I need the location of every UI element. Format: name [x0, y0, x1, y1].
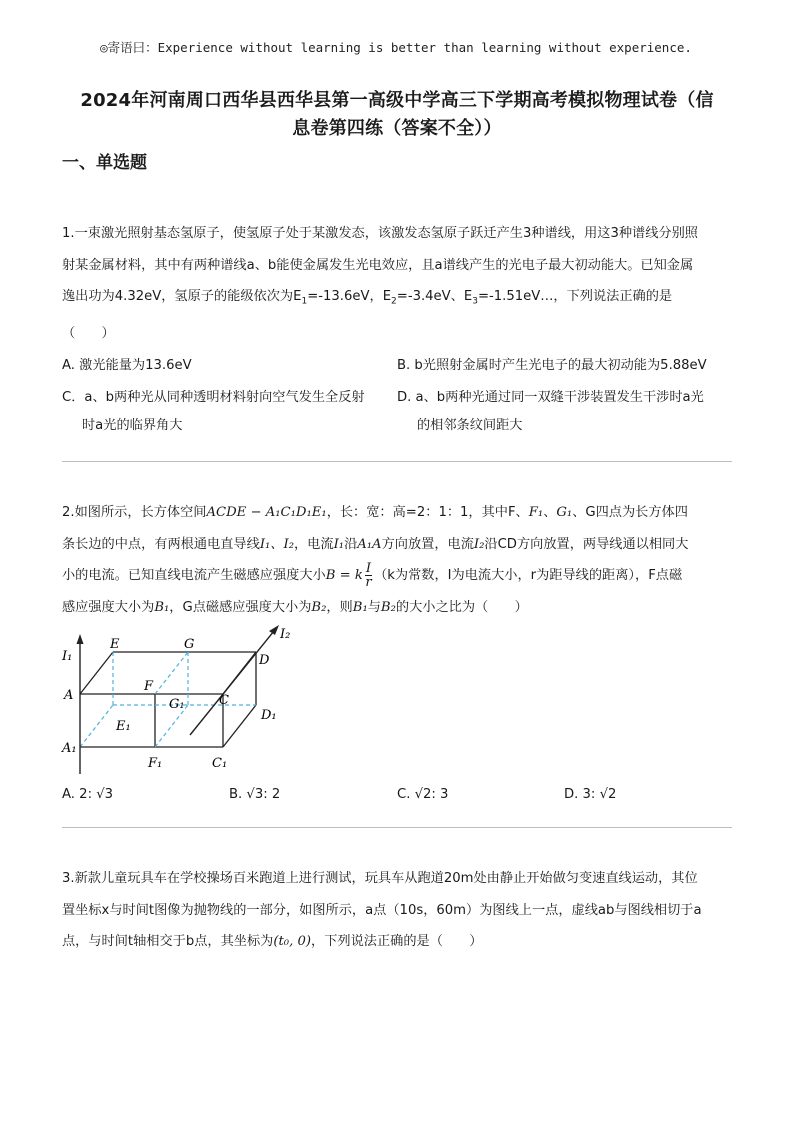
exam-title: [52, 87, 742, 143]
q2-math: B₁: [154, 599, 170, 615]
label-E1: E₁: [116, 719, 131, 734]
q2-text: 与: [367, 599, 381, 615]
q2-math: B₂: [380, 599, 396, 615]
label-F1: F₁: [148, 756, 163, 771]
label-G: G: [184, 637, 195, 652]
question-3: [62, 863, 738, 958]
edge-C1D1: [223, 705, 256, 747]
label-I2: I₂: [280, 627, 291, 642]
label-E: E: [110, 637, 120, 652]
exam-title-line2: 息卷第四练（答案不全））: [292, 118, 502, 139]
q2-text: 方向放置，电流: [381, 536, 474, 552]
question-1: [62, 218, 738, 350]
q1-option-c-line1: C．a、b两种光从同种透明材料射向空气发生全反射: [62, 390, 365, 405]
q2-text: 沿CD方向放置，两导线通以相同大: [484, 536, 689, 552]
q2-math: ACDE − A₁C₁D₁E₁: [206, 505, 327, 520]
q1-line1: 1.一束激光照射基态氢原子，使氢原子处于某激发态，该激发态氢原子跃迁产生3种谱线，用这3种谱线分别照: [62, 226, 698, 241]
q1-text: 逸出功为4.32eV，氢原子的能级依次为E: [62, 289, 302, 304]
q3-line1: 3.新款儿童玩具车在学校操场百米跑道上进行测试，玩具车从跑道20m处由静止开始做匀变速直线运动，其位: [62, 871, 698, 886]
q3-text: 点，与时间t轴相交于b点，其坐标为: [62, 934, 274, 949]
label-D: D: [259, 653, 270, 668]
q2-math: F₁: [528, 505, 544, 520]
section-heading: 一、单选题: [62, 153, 147, 173]
q1-option-b[interactable]: B. b光照射金属时产生光电子的最大初动能为5.88eV: [397, 358, 707, 373]
wire-I1-arrow-icon: [77, 634, 84, 644]
q1-option-c[interactable]: [62, 384, 365, 440]
q2-math: B₁: [352, 599, 368, 615]
q2-option-a[interactable]: A. 2: √3: [62, 787, 113, 802]
sub-index: 2: [391, 296, 397, 307]
q2-math: I₁、I₂: [259, 536, 294, 552]
q2-math: B = k: [325, 568, 363, 583]
q2-text: ，电流: [294, 536, 334, 552]
q3-line3: [62, 926, 738, 958]
question-divider: [62, 827, 732, 828]
q1-line3: [62, 281, 738, 318]
q2-text: 、: [543, 505, 557, 520]
q1-text: =-3.4eV、E: [396, 289, 473, 304]
q2-text: 小的电流。已知直线电流产生磁感应强度大小: [62, 568, 326, 583]
q2-option-b[interactable]: B. √3: 2: [229, 787, 281, 802]
hidden-edge-FG: [155, 652, 188, 694]
q1-option-c-line2: 时a光的临界角大: [82, 418, 183, 433]
q1-line2: 射某金属材料，其中有两种谱线a、b能使金属发生光电效应，且a谱线产生的光电子最大初动能大。已知金属: [62, 257, 694, 273]
q3-line2: 置坐标x与时间t图像为抛物线的一部分，如图所示，a点（10s，60m）为图线上一点，虚线ab与图线相切于a: [62, 902, 702, 918]
q2-option-c[interactable]: C. √2: 3: [397, 787, 449, 802]
q3-math: (t₀, 0): [273, 934, 312, 949]
cuboid-figure: [58, 622, 308, 780]
sub-index: 1: [301, 296, 308, 307]
exam-title-line1: 2024年河南周口西华县西华县第一高级中学高三下学期高考模拟物理试卷（信: [80, 90, 714, 111]
fraction-numerator: I: [365, 560, 372, 576]
q2-math: A₁A: [357, 536, 382, 552]
label-I1: I₁: [62, 649, 73, 664]
q1-option-d-line2: 的相邻条纹间距大: [417, 418, 523, 433]
q2-math: G₁: [556, 505, 573, 520]
wire-I2-arrow-icon: [269, 625, 279, 635]
q1-line4: （ ）: [62, 326, 115, 342]
q2-line3: [62, 560, 738, 592]
q2-text: 感应强度大小为: [62, 599, 155, 615]
label-A1: A₁: [62, 741, 77, 756]
q2-option-d[interactable]: D. 3: √2: [564, 787, 617, 802]
q2-text: 2.如图所示，长方体空间: [62, 505, 207, 520]
q2-text: ，则: [326, 599, 353, 615]
q2-math: B₂: [311, 599, 327, 615]
q2-text: 沿: [344, 536, 358, 552]
q1-option-d-line1: D. a、b两种光通过同一双缝干涉装置发生干涉时a光: [397, 390, 704, 405]
q2-math: I₂: [473, 536, 485, 552]
question-2: [62, 497, 738, 623]
q2-text: 的大小之比为（ ）: [395, 599, 528, 615]
fraction-denominator: r: [365, 574, 372, 590]
q2-line2: [62, 529, 738, 561]
q1-option-a[interactable]: A. 激光能量为13.6eV: [62, 358, 192, 373]
label-C: C: [219, 693, 229, 708]
sub-index: 3: [472, 296, 478, 307]
q1-option-d[interactable]: [397, 384, 704, 440]
hidden-edge-A1E1: [80, 705, 113, 747]
edge-AE: [80, 652, 113, 694]
q2-line1: [62, 497, 738, 529]
q3-text: ，下列说法正确的是（ ）: [311, 934, 483, 949]
q2-text: （k为常数，I为电流大小，r为距导线的距离），F点磁: [374, 568, 683, 583]
label-C1: C₁: [212, 756, 228, 771]
q2-text: ，长：宽：高=2：1：1，其中F、: [326, 505, 529, 520]
label-A: A: [64, 688, 74, 703]
page-motto: ◎寄语曰：Experience without learning is better than learning without experience.: [100, 40, 692, 55]
q1-text: =-1.51eV…，下列说法正确的是: [477, 289, 673, 304]
q2-text: 条长边的中点，有两根通电直导线: [62, 536, 260, 552]
q2-math: I₁: [333, 536, 345, 552]
q1-text: =-13.6eV，E: [307, 289, 392, 304]
question-divider: [62, 461, 732, 462]
q2-text: ，G点磁感应强度大小为: [169, 599, 312, 615]
label-G1: G₁: [169, 697, 185, 712]
q2-line4: [62, 592, 738, 624]
label-D1: D₁: [261, 708, 277, 723]
fraction: [365, 562, 372, 589]
label-F: F: [144, 679, 154, 694]
q2-text: 、G四点为长方体四: [572, 505, 688, 520]
